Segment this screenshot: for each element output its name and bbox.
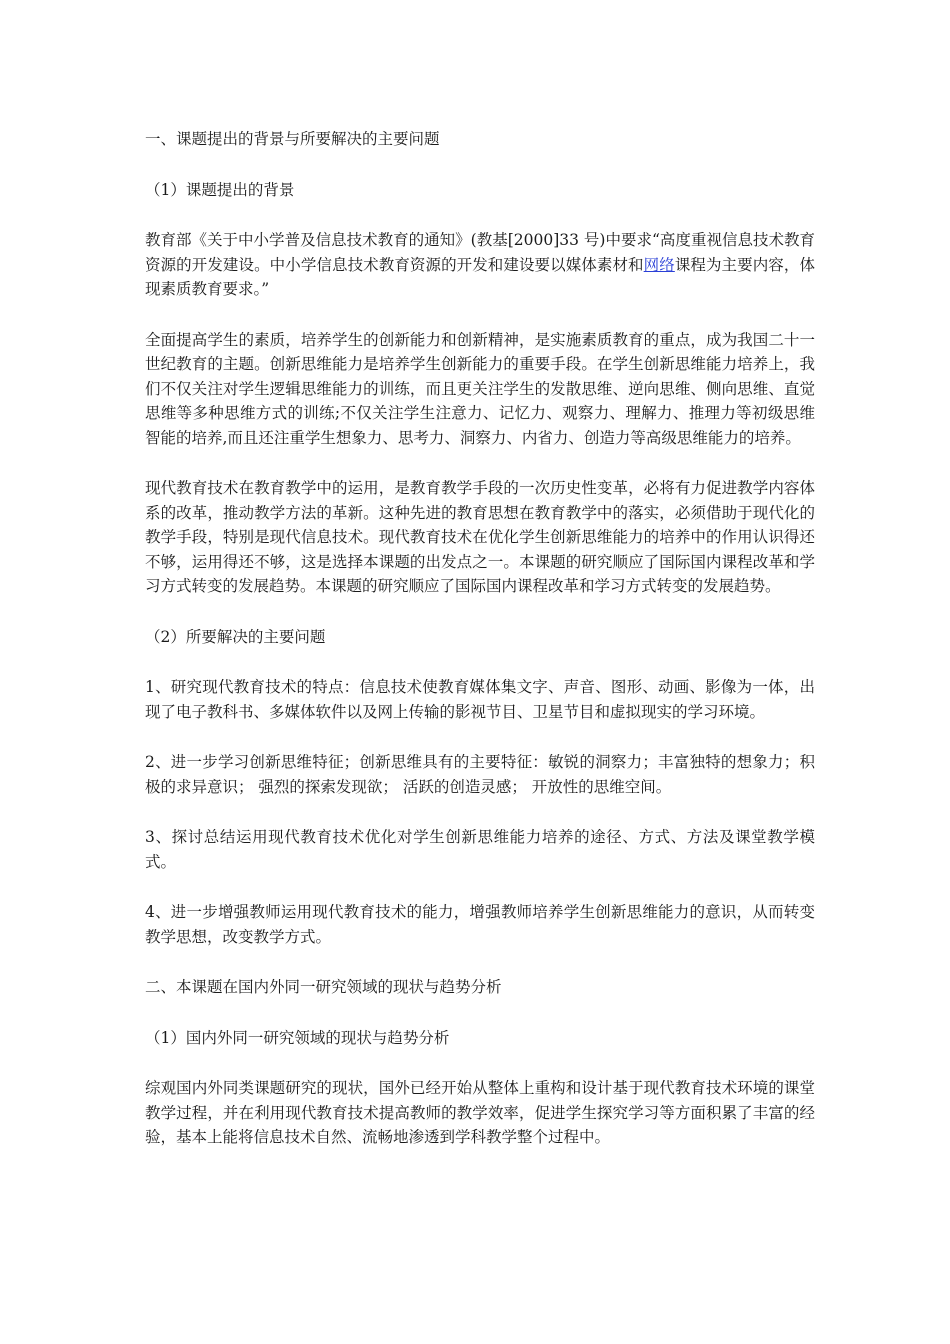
- paragraph-modern-edu-tech: 现代教育技术在教育教学中的运用，是教育教学手段的一次历史性变革，必将有力促进教学内容体系的改革，推动教学方法的革新。这种先进的教育思想在教育教学中的落实，必须借助于现代化的教学手段，特别是现代信息技术。现代教育技术在优化学生创新思维能力的培养中的作用认识得还不够，运用得还不够，这是选择本课题的出发点之一。本课题的研究顺应了国际国内课程改革和学习方式转变的发展趋势。本课题的研究顺应了国际国内课程改革和学习方式转变的发展趋势。: [145, 479, 815, 595]
- paragraph-quality-education: 全面提高学生的素质，培养学生的创新能力和创新精神，是实施素质教育的重点，成为我国二十一世纪教育的主题。创新思维能力是培养学生创新能力的重要手段。在学生创新思维能力培养上，我们不仅关注对学生逻辑思维能力的训练，而且更关注学生的发散思维、逆向思维、侧向思维、直觉思维等多种思维方式的训练;不仅关注学生注意力、记忆力、观察力、理解力、推理力等初级思维智能的培养,而且还注重学生想象力、思考力、洞察力、内省力、创造力等高级思维能力的培养。: [145, 330, 815, 447]
- section-2-heading: 二、本课题在国内外同一研究领域的现状与趋势分析: [145, 978, 502, 996]
- paragraph-ministry-notice: [145, 228, 815, 302]
- section-2-subheading-status: （1）国内外同一研究领域的现状与趋势分析: [145, 1028, 450, 1047]
- problem-item-1: 1、研究现代教育技术的特点：信息技术使教育媒体集文字、声音、图形、动画、影像为一体，出现了电子教科书、多媒体软件以及网上传输的影视节目、卫星节目和虚拟现实的学习环境。: [145, 678, 815, 721]
- section-1-subheading-problems: （2）所要解决的主要问题: [145, 627, 326, 646]
- paragraph-ministry-notice-text-end: 课程为主要内容，体现素质教育要求。”: [145, 255, 815, 298]
- problem-item-3: 3、探讨总结运用现代教育技术优化对学生创新思维能力培养的途径、方式、方法及课堂教学模式。: [145, 828, 815, 871]
- paragraph-ministry-notice-text-start: 教育部《关于中小学普及信息技术教育的通知》(教基[2000]33 号)中要求“高度重视信息技术教育资源的开发建设。中小学信息技术教育资源的开发和建设要以媒体素材和: [145, 231, 815, 274]
- section-1-heading: 一、课题提出的背景与所要解决的主要问题: [145, 130, 440, 148]
- paragraph-research-overview: 综观国内外同类课题研究的现状，国外已经开始从整体上重构和设计基于现代教育技术环境的课堂教学过程，并在利用现代教育技术提高教师的教学效率，促进学生探究学习等方面积累了丰富的经验，基本上能将信息技术自然、流畅地渗透到学科教学整个过程中。: [145, 1079, 815, 1146]
- network-link[interactable]: 网络: [643, 255, 675, 274]
- document-body: [145, 127, 815, 1176]
- problem-item-2: 2、进一步学习创新思维特征；创新思维具有的主要特征：敏锐的洞察力；丰富独特的想象力；积极的求异意识； 强烈的探索发现欲； 活跃的创造灵感； 开放性的思维空间。: [145, 753, 815, 796]
- section-1-subheading-background: （1）课题提出的背景: [145, 180, 295, 199]
- problem-item-4: 4、进一步增强教师运用现代教育技术的能力，增强教师培养学生创新思维能力的意识，从而转变教学思想，改变教学方式。: [145, 903, 815, 946]
